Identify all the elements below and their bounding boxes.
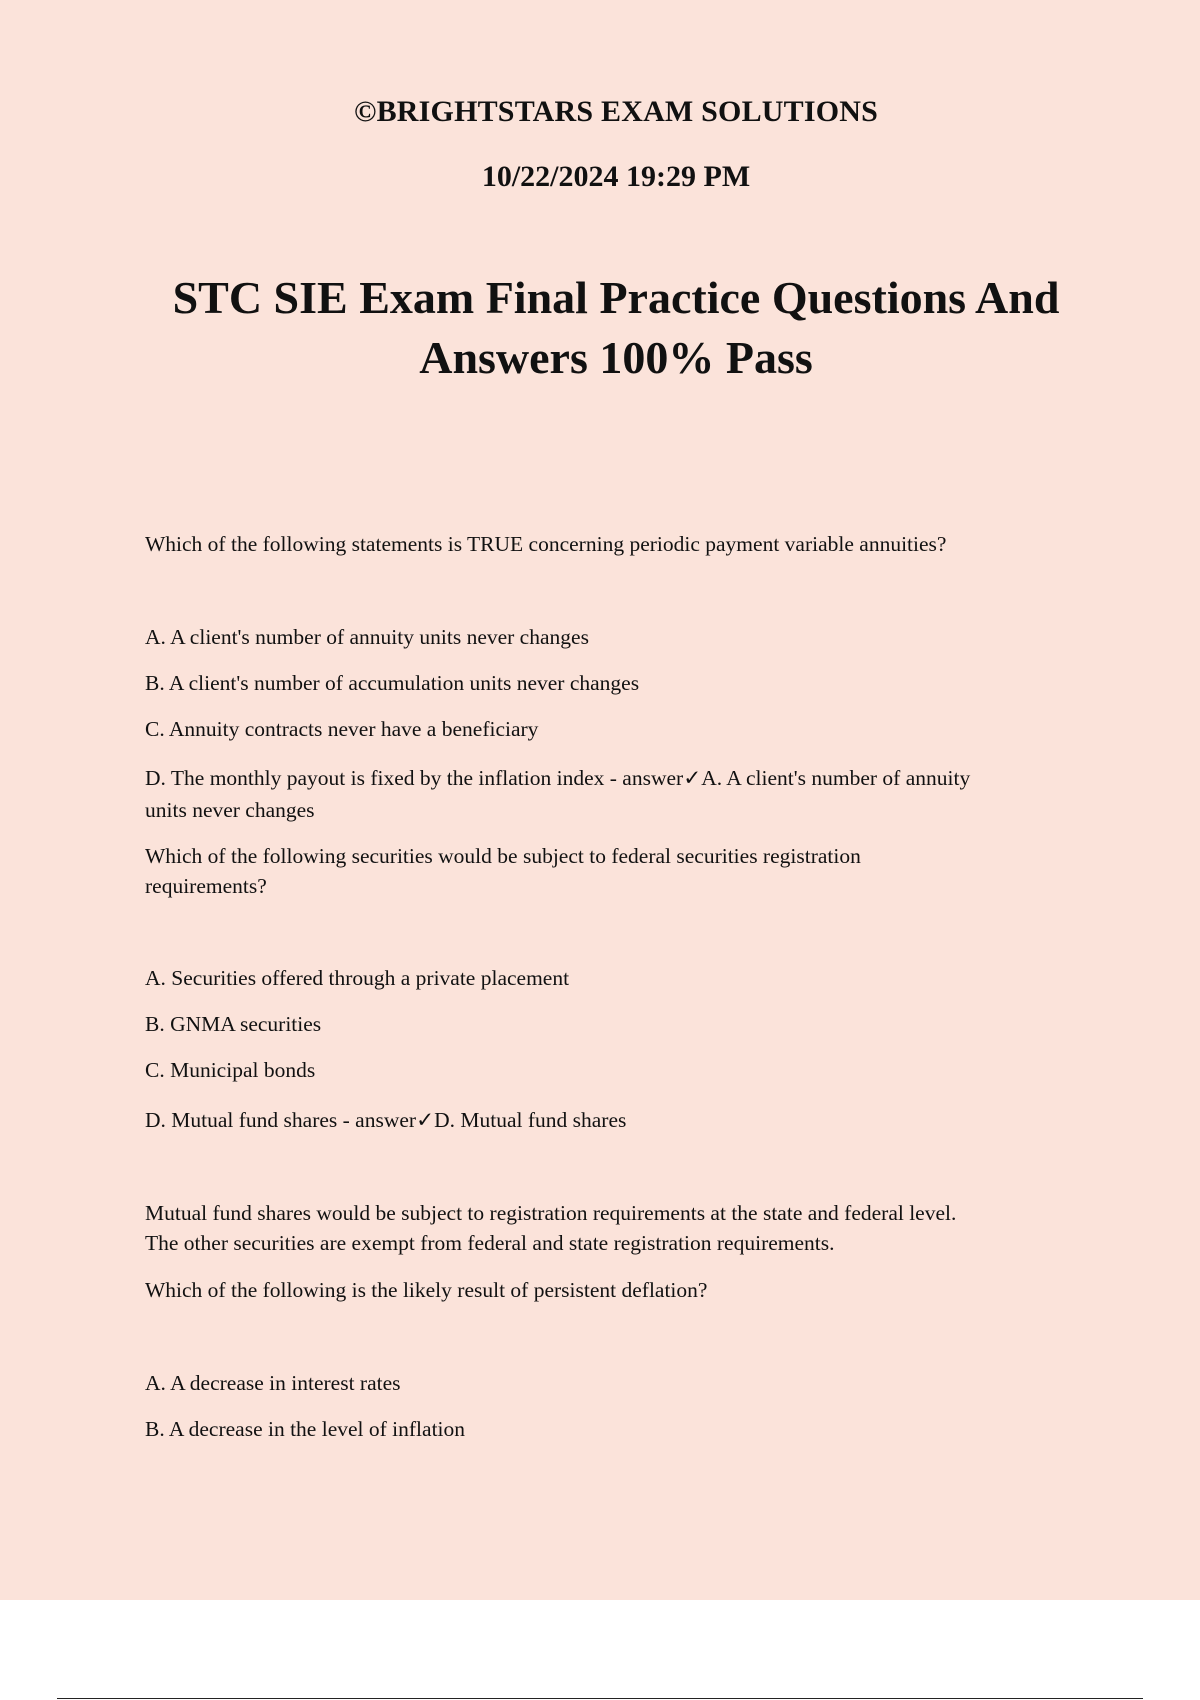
question-3-option-b: B. A decrease in the level of inflation bbox=[145, 1417, 466, 1441]
title-line-1: STC SIE Exam Final Practice Questions And bbox=[172, 272, 1060, 323]
question-2-answer: D. Mutual fund shares - answer✓D. Mutual fund shares bbox=[145, 1108, 627, 1132]
brand-header: ©BRIGHTSTARS EXAM SOLUTIONS bbox=[353, 95, 879, 128]
question-1-answer-line-1: D. The monthly payout is fixed by the inflation index - answer✓A. A client's number of annuity bbox=[145, 766, 971, 790]
question-1-option-c: C. Annuity contracts never have a beneficiary bbox=[145, 717, 539, 741]
question-3-prompt: Which of the following is the likely result of persistent deflation? bbox=[145, 1278, 708, 1302]
question-1-option-a: A. A client's number of annuity units never changes bbox=[145, 625, 589, 649]
question-2-option-c: C. Municipal bonds bbox=[145, 1058, 316, 1082]
question-1-answer-line-2: units never changes bbox=[145, 798, 315, 822]
title-line-2: Answers 100% Pass bbox=[419, 332, 813, 383]
question-3-option-a: A. A decrease in interest rates bbox=[145, 1371, 401, 1395]
question-2-explanation-line-1: Mutual fund shares would be subject to registration requirements at the state and federal level. bbox=[145, 1201, 957, 1225]
question-1-option-b: B. A client's number of accumulation units never changes bbox=[145, 671, 640, 695]
document-datetime: 10/22/2024 19:29 PM bbox=[481, 160, 751, 193]
question-2-option-b: B. GNMA securities bbox=[145, 1012, 322, 1036]
document-title bbox=[120, 268, 1112, 388]
question-2-explanation-line-2: The other securities are exempt from federal and state registration requirements. bbox=[145, 1231, 835, 1255]
question-2-option-a: A. Securities offered through a private placement bbox=[145, 966, 570, 990]
question-1-prompt: Which of the following statements is TRUE concerning periodic payment variable annuities? bbox=[145, 532, 947, 556]
question-2-prompt-line-2: requirements? bbox=[145, 874, 267, 898]
footer-divider bbox=[57, 1698, 1143, 1699]
question-2-prompt-line-1: Which of the following securities would be subject to federal securities registration bbox=[145, 844, 861, 868]
